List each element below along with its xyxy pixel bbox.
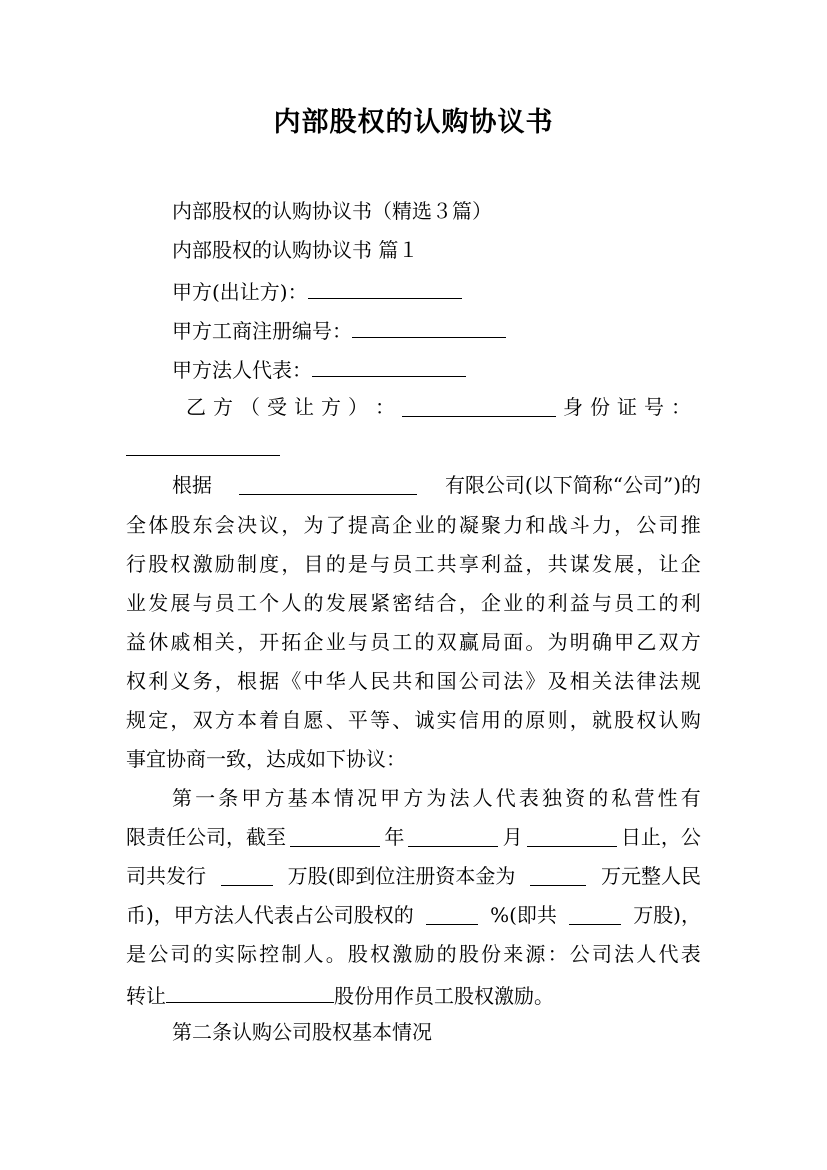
paragraph-text-char: 谋 bbox=[569, 552, 590, 576]
paragraph-text-char: 让 bbox=[658, 552, 679, 576]
paragraph-text-char: 发 bbox=[148, 591, 169, 615]
paragraph-text-char: 则 bbox=[547, 708, 568, 732]
paragraph-text-char: 。 bbox=[325, 942, 346, 966]
paragraph-text-char: 为 bbox=[547, 630, 568, 654]
party-b-id-blank bbox=[126, 433, 280, 456]
paragraph-text-char: ， bbox=[281, 552, 302, 576]
party-b-char: ： bbox=[671, 395, 691, 419]
paragraph-text: 限责任公司，截至 bbox=[126, 825, 286, 849]
party-b-char: （ bbox=[240, 395, 260, 419]
company-name-blank bbox=[239, 472, 417, 495]
paragraph-text-char: 本 bbox=[310, 786, 331, 810]
paragraph-text-char: 代 bbox=[495, 786, 516, 810]
paragraph-text-char: 认 bbox=[658, 708, 679, 732]
paragraph-text-char: 展 bbox=[170, 591, 191, 615]
paragraph-text-char: 的 bbox=[325, 552, 346, 576]
paragraph-text-char: 利 bbox=[547, 591, 568, 615]
paragraph-text-char: 人 bbox=[281, 591, 302, 615]
paragraph-text: 根据 bbox=[172, 473, 212, 497]
paragraph-text-char: 展 bbox=[347, 591, 368, 615]
article-2-heading: 第二条认购公司股权基本情况 bbox=[172, 1020, 432, 1044]
party-b-line bbox=[186, 394, 691, 420]
paragraph-text-char: 员 bbox=[370, 630, 391, 654]
paragraph-1-line-1 bbox=[172, 472, 701, 498]
paragraph-text-char: 公 bbox=[636, 513, 657, 537]
party-b-blank bbox=[402, 394, 556, 417]
paragraph-text-char: 员 bbox=[614, 591, 635, 615]
paragraph-text-char: 业 bbox=[503, 591, 524, 615]
paragraph-text-char: 共 bbox=[392, 669, 413, 693]
paragraph-text-char: ， bbox=[281, 513, 302, 537]
paragraph-text-char: 工 bbox=[414, 552, 435, 576]
paragraph-text: 股份用作员工股权激励。 bbox=[334, 984, 554, 1008]
paragraph-text-char: ： bbox=[547, 942, 568, 966]
party-b-char: 份 bbox=[590, 395, 610, 419]
paragraph-text-char: 共 bbox=[547, 552, 568, 576]
paragraph-text-char: 际 bbox=[236, 942, 257, 966]
paragraph-text-char: 激 bbox=[192, 552, 213, 576]
paragraph-text-char: 是 bbox=[126, 942, 146, 966]
paragraph-text-char: 东 bbox=[192, 513, 213, 537]
paragraph-text-char: 《 bbox=[281, 669, 302, 693]
paragraph-text: 万元整人民 bbox=[601, 864, 701, 888]
paragraph-text-char: 务 bbox=[192, 669, 213, 693]
paragraph-text-char: 企 bbox=[680, 552, 701, 576]
paragraph-text-char: 公 bbox=[569, 942, 590, 966]
party-a-blank bbox=[308, 276, 462, 299]
paragraph-text-char: 目 bbox=[303, 552, 324, 576]
paragraph-text-char: 开 bbox=[259, 630, 280, 654]
paragraph-text-char: 、 bbox=[392, 708, 413, 732]
article-1-line-5 bbox=[126, 941, 701, 967]
paragraph-text: 币)，甲方法人代表占公司股权的 bbox=[126, 903, 414, 927]
paragraph-text-char: 益 bbox=[569, 591, 590, 615]
paragraph-text-char: 实 bbox=[214, 942, 235, 966]
paragraph-text-char: 企 bbox=[392, 513, 413, 537]
paragraph-1-line-7 bbox=[126, 707, 701, 733]
paragraph-text-char: 力 bbox=[503, 513, 524, 537]
paragraph-text-char: 司 bbox=[170, 942, 191, 966]
paragraph-text-char: 控 bbox=[259, 942, 280, 966]
article-1-line-4 bbox=[126, 902, 701, 928]
article-1-line-2 bbox=[126, 824, 701, 850]
paragraph-1-line-8: 事宜协商一致，达成如下协议： bbox=[126, 747, 406, 771]
paragraph-text-char: 义 bbox=[170, 669, 191, 693]
paragraph-text-char: 人 bbox=[347, 669, 368, 693]
paragraph-text-char: 制 bbox=[281, 942, 302, 966]
paragraph-text-char: 股 bbox=[614, 708, 635, 732]
paragraph-text-char: 私 bbox=[611, 786, 632, 810]
party-b-char: 号 bbox=[644, 395, 664, 419]
paragraph-text-char: ， bbox=[170, 708, 191, 732]
paragraph-text-char: 法 bbox=[614, 669, 635, 693]
document-title: 内部股权的认购协议书 bbox=[273, 107, 554, 138]
paragraph-text-char: 的 bbox=[525, 591, 546, 615]
paragraph-text-char: 的 bbox=[192, 942, 213, 966]
paragraph-text-char: 华 bbox=[325, 669, 346, 693]
paragraph-text-char: 着 bbox=[259, 708, 280, 732]
paragraph-text-char: 基 bbox=[287, 786, 308, 810]
party-b-char: 身 bbox=[563, 395, 583, 419]
paragraph-text-char: 的 bbox=[503, 708, 524, 732]
paragraph-text-char: ， bbox=[458, 591, 479, 615]
paragraph-text-char: 独 bbox=[542, 786, 562, 810]
paragraph-text-char: 购 bbox=[680, 708, 701, 732]
paragraph-text-char: 制 bbox=[236, 552, 257, 576]
paragraph-text-char: 情 bbox=[333, 786, 354, 810]
paragraph-text-char: 与 bbox=[347, 630, 368, 654]
paragraph-text-char: 股 bbox=[458, 942, 479, 966]
paragraph-text-char: 股 bbox=[347, 942, 368, 966]
paragraph-text-char: 赢 bbox=[458, 630, 479, 654]
paragraph-text-char: 员 bbox=[392, 552, 413, 576]
paragraph-text-char: 就 bbox=[591, 708, 612, 732]
paragraph-text-char: ， bbox=[636, 552, 657, 576]
paragraph-text-char: 资 bbox=[565, 786, 586, 810]
paragraph-text-char: 的 bbox=[588, 786, 609, 810]
paragraph-text-char: 与 bbox=[192, 591, 213, 615]
paragraph-text-char: 益 bbox=[503, 552, 524, 576]
paragraph-text-char: 推 bbox=[680, 513, 701, 537]
paragraph-text-char: 。 bbox=[525, 630, 546, 654]
party-a-reg-label: 甲方工商注册编号： bbox=[172, 319, 352, 343]
party-a-line bbox=[172, 276, 752, 305]
paragraph-text-char: 发 bbox=[325, 591, 346, 615]
paragraph-text-char: 人 bbox=[472, 786, 493, 810]
paragraph-text-char: 共 bbox=[436, 552, 457, 576]
paragraph-text-char: 励 bbox=[214, 552, 235, 576]
capital-blank bbox=[530, 863, 586, 886]
month-blank bbox=[408, 824, 498, 847]
paragraph-text-char: 个 bbox=[259, 591, 280, 615]
day-blank bbox=[527, 824, 617, 847]
paragraph-text-char: 员 bbox=[214, 591, 235, 615]
transfer-shares-blank bbox=[166, 980, 334, 1003]
paragraph-text-char: 与 bbox=[591, 591, 612, 615]
paragraph-text-char: 业 bbox=[325, 630, 346, 654]
party-a-reg-line bbox=[172, 315, 752, 344]
paragraph-text-char: 益 bbox=[126, 630, 146, 654]
paragraph-text: 司共发行 bbox=[126, 864, 206, 888]
paragraph-text-char: 是 bbox=[347, 552, 368, 576]
paragraph-text-char: 展 bbox=[614, 552, 635, 576]
paragraph-text: 转让 bbox=[126, 984, 166, 1008]
party-a-rep-label: 甲方法人代表： bbox=[172, 358, 312, 382]
paragraph-text-char: ， bbox=[236, 630, 257, 654]
paragraph-text-char: 源 bbox=[525, 942, 546, 966]
paragraph-text-char: 双 bbox=[658, 630, 679, 654]
paragraph-text: 日止，公 bbox=[620, 825, 701, 849]
paragraph-text-char: 戚 bbox=[170, 630, 191, 654]
paragraph-1-line-2 bbox=[126, 512, 701, 538]
paragraph-text-char: 凝 bbox=[458, 513, 479, 537]
paragraph-text-char: 的 bbox=[436, 942, 457, 966]
paragraph-text-char: 相 bbox=[569, 669, 590, 693]
paragraph-text-char: 的 bbox=[658, 591, 679, 615]
paragraph-text: 万股)， bbox=[633, 903, 701, 927]
paragraph-text-char: 全 bbox=[126, 513, 146, 537]
paragraph-text: 万股(即到位注册资本金为 bbox=[287, 864, 516, 888]
paragraph-text-char: 规 bbox=[680, 669, 701, 693]
paragraph-text-char: 平 bbox=[347, 708, 368, 732]
paragraph-text-char: 斗 bbox=[569, 513, 590, 537]
paragraph-text-char: 一 bbox=[195, 786, 216, 810]
paragraph-text-char: 权 bbox=[636, 708, 657, 732]
paragraph-text-char: 股 bbox=[148, 552, 169, 576]
paragraph-1-line-6 bbox=[126, 668, 701, 694]
paragraph-text-char: 面 bbox=[503, 630, 524, 654]
paragraph-text-char: 法 bbox=[503, 669, 524, 693]
paragraph-text-char: 了 bbox=[325, 513, 346, 537]
paragraph-text: %(即共 bbox=[490, 903, 557, 927]
paragraph-text-char: 性 bbox=[657, 786, 678, 810]
party-a-label: 甲方(出让方)： bbox=[172, 280, 308, 304]
paragraph-text-char: 密 bbox=[392, 591, 413, 615]
paragraph-text-char: 与 bbox=[370, 552, 391, 576]
party-a-rep-line bbox=[172, 354, 752, 383]
paragraph-text: 月 bbox=[502, 825, 523, 849]
paragraph-text-char: 人 bbox=[636, 942, 657, 966]
paragraph-text-char: 拓 bbox=[281, 630, 302, 654]
paragraph-text-char: 权 bbox=[126, 669, 146, 693]
paragraph-text-char: 规 bbox=[126, 708, 146, 732]
paragraph-text-char: 本 bbox=[236, 708, 257, 732]
section-heading: 内部股权的认购协议书 篇１ bbox=[172, 238, 419, 262]
paragraph-text-char: 自 bbox=[281, 708, 302, 732]
paragraph-text-char: 企 bbox=[481, 591, 501, 615]
paragraph-text-char: 甲 bbox=[614, 630, 635, 654]
paragraph-text-char: 营 bbox=[634, 786, 655, 810]
paragraph-text-char: 司 bbox=[481, 669, 501, 693]
paragraph-text-char: 高 bbox=[370, 513, 391, 537]
paragraph-text: 有限公司(以下简称“公司”)的 bbox=[444, 473, 701, 497]
paragraph-text-char: 和 bbox=[414, 669, 435, 693]
paragraph-text-char: 企 bbox=[303, 630, 324, 654]
paragraph-text-char: 权 bbox=[370, 942, 391, 966]
paragraph-text-char: ， bbox=[214, 669, 235, 693]
paragraph-text-char: 力 bbox=[591, 513, 612, 537]
party-b-char: 乙 bbox=[186, 395, 206, 419]
paragraph-text-char: 的 bbox=[414, 630, 435, 654]
paragraph-text-char: 据 bbox=[259, 669, 280, 693]
paragraph-text-char: 乙 bbox=[636, 630, 657, 654]
paragraph-text-char: 提 bbox=[347, 513, 368, 537]
paragraph-text-char: 方 bbox=[214, 708, 235, 732]
paragraph-text-char: 愿 bbox=[303, 708, 324, 732]
paragraph-text-char: 享 bbox=[458, 552, 479, 576]
paragraph-text-char: 行 bbox=[126, 552, 146, 576]
party-a-rep-blank bbox=[312, 354, 466, 377]
paragraph-text-char: 明 bbox=[569, 630, 590, 654]
paragraph-text-char: 关 bbox=[591, 669, 612, 693]
paragraph-text-char: 合 bbox=[436, 591, 457, 615]
paragraph-text-char: 励 bbox=[414, 942, 435, 966]
party-b-char: 受 bbox=[267, 395, 287, 419]
paragraph-text-char: ， bbox=[614, 513, 635, 537]
party-b-char: 让 bbox=[294, 395, 314, 419]
paragraph-text-char: 方 bbox=[403, 786, 424, 810]
paragraph-text: 年 bbox=[384, 825, 405, 849]
paragraph-text-char: 公 bbox=[148, 942, 169, 966]
paragraph-text-char: 律 bbox=[636, 669, 657, 693]
paragraph-text-char: 信 bbox=[458, 708, 479, 732]
paragraph-text-char: 公 bbox=[458, 669, 479, 693]
paragraph-text-char: 原 bbox=[525, 708, 546, 732]
paragraph-text-char: 业 bbox=[414, 513, 435, 537]
paragraph-text-char: 相 bbox=[192, 630, 213, 654]
paragraph-text-char: 》 bbox=[525, 669, 546, 693]
paragraph-text-char: 利 bbox=[481, 552, 501, 576]
paragraph-text-char: 议 bbox=[259, 513, 280, 537]
paragraph-text-char: 国 bbox=[436, 669, 457, 693]
paragraph-1-line-3 bbox=[126, 551, 701, 577]
paragraph-text-char: 及 bbox=[547, 669, 568, 693]
paragraph-text-char: 况 bbox=[357, 786, 377, 810]
paragraph-text-char: 紧 bbox=[370, 591, 391, 615]
paragraph-text-char: 份 bbox=[481, 942, 501, 966]
article-1-line-1 bbox=[172, 785, 701, 811]
document-subtitle: 内部股权的认购协议书（精选３篇） bbox=[172, 199, 492, 223]
paragraph-text-char: 局 bbox=[481, 630, 501, 654]
paragraph-text-char: 工 bbox=[236, 591, 257, 615]
paragraph-text-char: 业 bbox=[126, 591, 146, 615]
paragraph-1-line-4 bbox=[126, 590, 701, 616]
paragraph-text-char: 和 bbox=[525, 513, 546, 537]
paragraph-text-char: 根 bbox=[236, 669, 257, 693]
shares-held-blank bbox=[569, 902, 621, 925]
party-b-char: ： bbox=[375, 395, 395, 419]
paragraph-text-char: 决 bbox=[236, 513, 257, 537]
paragraph-text-char: ， bbox=[569, 708, 590, 732]
paragraph-text-char: 法 bbox=[658, 669, 679, 693]
paragraph-text-char: 人 bbox=[303, 942, 324, 966]
party-b-id-line bbox=[126, 433, 706, 462]
year-blank bbox=[290, 824, 380, 847]
paragraph-text-char: 会 bbox=[214, 513, 235, 537]
paragraph-text-char: 的 bbox=[303, 591, 324, 615]
shares-issued-blank bbox=[221, 863, 273, 886]
paragraph-text-char: 条 bbox=[218, 786, 239, 810]
paragraph-text-char: 方 bbox=[264, 786, 285, 810]
paragraph-text-char: 定 bbox=[148, 708, 169, 732]
paragraph-text-char: 民 bbox=[370, 669, 391, 693]
paragraph-text-char: 权 bbox=[170, 552, 191, 576]
paragraph-text-char: 等 bbox=[370, 708, 391, 732]
paragraph-text-char: 双 bbox=[192, 708, 213, 732]
paragraph-text-char: 第 bbox=[172, 786, 192, 810]
paragraph-text-char: 用 bbox=[481, 708, 501, 732]
paragraph-text-char: 方 bbox=[680, 630, 701, 654]
article-1-line-6 bbox=[126, 980, 706, 1009]
paragraph-text-char: 结 bbox=[414, 591, 435, 615]
paragraph-text-char: 为 bbox=[303, 513, 324, 537]
paragraph-text-char: 的 bbox=[436, 513, 457, 537]
paragraph-text-char: 工 bbox=[636, 591, 657, 615]
paragraph-text-char: 诚 bbox=[414, 708, 435, 732]
paragraph-text-char: 利 bbox=[680, 591, 701, 615]
paragraph-text-char: 利 bbox=[148, 669, 169, 693]
paragraph-text-char: 度 bbox=[259, 552, 280, 576]
party-b-char: 证 bbox=[617, 395, 637, 419]
paragraph-text-char: 激 bbox=[392, 942, 413, 966]
paragraph-text-char: 表 bbox=[518, 786, 539, 810]
paragraph-text-char: 聚 bbox=[481, 513, 501, 537]
party-b-char: 方 bbox=[213, 395, 233, 419]
paragraph-text-char: 股 bbox=[170, 513, 191, 537]
party-b-char: 方 bbox=[321, 395, 341, 419]
paragraph-text-char: 有 bbox=[680, 786, 701, 810]
paragraph-text-char: 中 bbox=[303, 669, 324, 693]
paragraph-text-char: 司 bbox=[591, 942, 612, 966]
paragraph-text-char: 法 bbox=[614, 942, 635, 966]
paragraph-text-char: 、 bbox=[325, 708, 346, 732]
paragraph-text-char: 为 bbox=[426, 786, 447, 810]
paragraph-text-char: 表 bbox=[680, 942, 701, 966]
paragraph-1-line-5 bbox=[126, 629, 701, 655]
paragraph-text-char: ， bbox=[525, 552, 546, 576]
percent-blank bbox=[426, 902, 478, 925]
article-1-line-3 bbox=[126, 863, 701, 889]
paragraph-text-char: 来 bbox=[503, 942, 524, 966]
paragraph-text-char: 战 bbox=[547, 513, 568, 537]
paragraph-text-char: 工 bbox=[392, 630, 413, 654]
paragraph-text-char: 双 bbox=[436, 630, 457, 654]
paragraph-text-char: 甲 bbox=[241, 786, 262, 810]
paragraph-text-char: 甲 bbox=[380, 786, 401, 810]
paragraph-text-char: 体 bbox=[148, 513, 169, 537]
paragraph-text-char: 代 bbox=[658, 942, 679, 966]
paragraph-text-char: 司 bbox=[658, 513, 679, 537]
party-a-reg-blank bbox=[352, 315, 506, 338]
paragraph-text-char: 确 bbox=[591, 630, 612, 654]
paragraph-text-char: 实 bbox=[436, 708, 457, 732]
party-b-char: ） bbox=[348, 395, 368, 419]
paragraph-text-char: 休 bbox=[148, 630, 169, 654]
paragraph-text-char: 关 bbox=[214, 630, 235, 654]
paragraph-text-char: 法 bbox=[449, 786, 470, 810]
paragraph-text-char: 发 bbox=[591, 552, 612, 576]
